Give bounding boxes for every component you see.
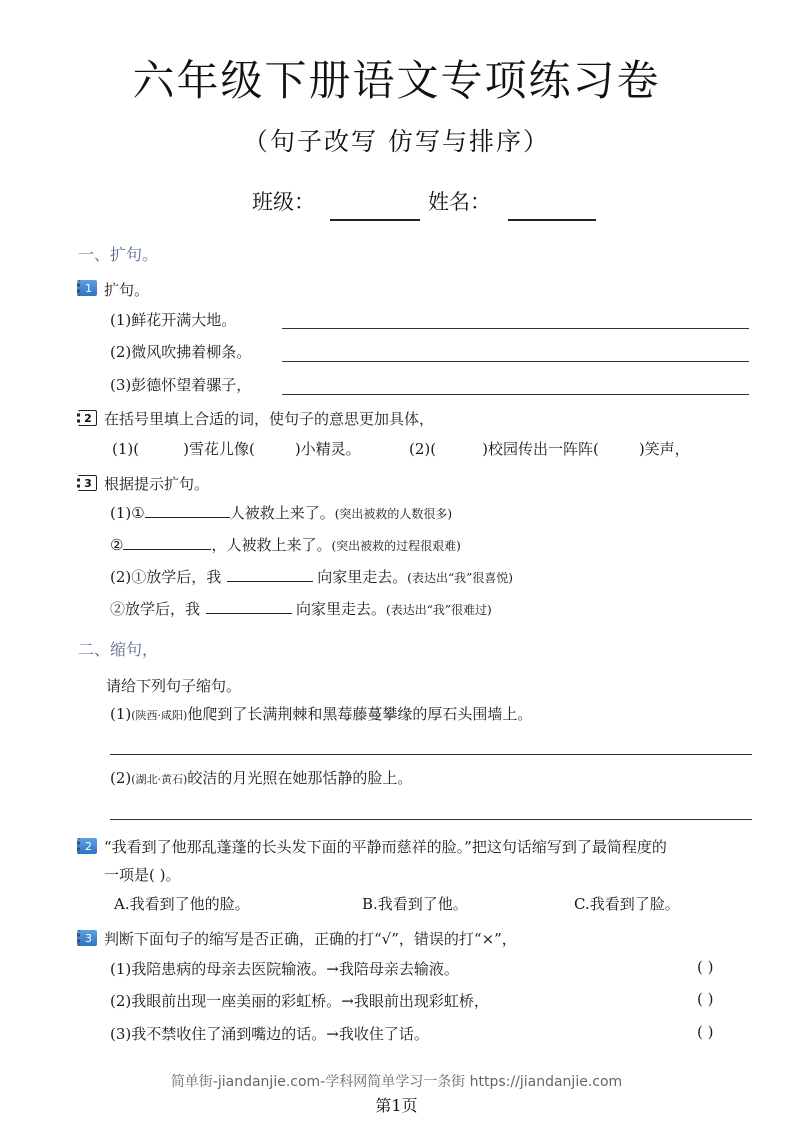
answer-line[interactable]	[282, 328, 749, 329]
question-badge-icon: 2	[77, 410, 97, 426]
fill-text: (1)(	[112, 440, 140, 458]
list-item	[110, 767, 412, 788]
answer-blank[interactable]	[206, 598, 292, 614]
answer-parens[interactable]: ( )	[697, 958, 714, 976]
list-item: (3)彭德怀望着骡子，	[110, 376, 252, 394]
list-item	[110, 566, 513, 587]
list-item	[110, 502, 452, 523]
question-badge-icon: 2	[77, 838, 97, 854]
answer-parens[interactable]: ( )	[697, 990, 714, 1008]
fill-item-2	[409, 438, 690, 459]
page-number: 第1页	[375, 1096, 418, 1115]
section-1-heading: 一、扩句。	[78, 245, 159, 264]
question-badge-icon: 3	[77, 930, 97, 946]
question-prompt-cont: 一项是( )。	[104, 866, 181, 884]
answer-parens[interactable]: ( )	[697, 1023, 714, 1041]
question-prompt: “我看到了他那乱蓬蓬的长头发下面的平静而慈祥的脸。”把这句话缩写到了最简程度的	[104, 838, 667, 856]
list-item: (1)我陪患病的母亲去医院输液。→我陪母亲去输液。	[110, 960, 459, 978]
list-item	[110, 703, 532, 724]
list-item: (2)我眼前出现一座美丽的彩虹桥。→我眼前出现彩虹桥，	[110, 992, 489, 1010]
answer-line[interactable]	[282, 394, 749, 395]
class-label: 班级：	[252, 190, 315, 214]
list-item: (2)微风吹拂着柳条。	[110, 343, 252, 361]
item-prefix: ②	[110, 536, 124, 554]
item-hint: (表达出“我”很喜悦)	[407, 571, 513, 585]
fill-text: )笑声，	[638, 440, 690, 458]
item-prefix: (2)①放学后，我	[110, 568, 222, 586]
class-field[interactable]	[330, 219, 420, 221]
item-hint: (突出被救的过程很艰难)	[331, 539, 461, 553]
item-number: (2)	[110, 769, 132, 787]
list-item	[110, 598, 492, 619]
question-prompt: 根据提示扩句。	[104, 475, 210, 493]
page-subtitle: （句子改写 仿写与排序）	[243, 127, 550, 156]
answer-line[interactable]	[282, 361, 749, 362]
answer-line[interactable]	[110, 754, 752, 755]
item-hint: (突出被救的人数很多)	[334, 507, 453, 521]
item-text: 他爬到了长满荆棘和黑莓藤蔓攀缘的厚石头围墙上。	[187, 705, 533, 723]
item-text: 向家里走去。	[317, 568, 408, 586]
name-field[interactable]	[508, 219, 596, 221]
question-prompt: 判断下面句子的缩写是否正确，正确的打“√”，错误的打“×”，	[104, 930, 517, 948]
item-prefix: ②放学后，我	[110, 600, 201, 618]
item-text: 皎洁的月光照在她那恬静的脸上。	[187, 769, 413, 787]
fill-item-1	[112, 438, 361, 459]
question-prompt: 扩句。	[104, 281, 150, 299]
answer-line[interactable]	[110, 819, 752, 820]
item-text: 人被救上来了。	[229, 504, 335, 522]
item-prefix: (1)①	[110, 504, 145, 522]
item-source: (湖北·黄石)	[131, 773, 188, 786]
list-item: (3)我不禁收住了涌到嘴边的话。→我收住了话。	[110, 1025, 429, 1043]
fill-text: )雪花儿像(	[183, 440, 255, 458]
question-prompt: 请给下列句子缩句。	[106, 677, 242, 695]
option-b[interactable]: B.我看到了他。	[362, 895, 468, 913]
item-source: (陕西·咸阳)	[131, 709, 188, 722]
answer-blank[interactable]	[227, 566, 313, 582]
fill-text: )校园传出一阵阵(	[482, 440, 599, 458]
option-a[interactable]: A.我看到了他的脸。	[114, 895, 250, 913]
footer-source: 简单街-jiandanjie.com-学科网简单学习一条街 https://jiandanjie.com	[170, 1074, 623, 1090]
item-hint: (表达出“我”很难过)	[386, 603, 492, 617]
fill-text: (2)(	[409, 440, 437, 458]
question-prompt: 在括号里填上合适的词，使句子的意思更加具体，	[104, 410, 435, 428]
list-item	[110, 534, 461, 555]
option-c[interactable]: C.我看到了脸。	[574, 895, 680, 913]
answer-blank[interactable]	[123, 534, 211, 550]
answer-blank[interactable]	[145, 502, 230, 518]
item-text: 向家里走去。	[296, 600, 387, 618]
fill-text: )小精灵。	[294, 440, 361, 458]
question-badge-icon: 3	[77, 475, 97, 491]
name-label: 姓名：	[428, 190, 491, 214]
item-number: (1)	[110, 705, 132, 723]
list-item: (1)鲜花开满大地。	[110, 311, 237, 329]
section-2-heading: 二、缩句，	[78, 640, 159, 659]
question-badge-icon: 1	[77, 280, 97, 296]
item-text: ，人被救上来了。	[211, 536, 332, 554]
page-title: 六年级下册语文专项练习卷	[132, 56, 661, 105]
